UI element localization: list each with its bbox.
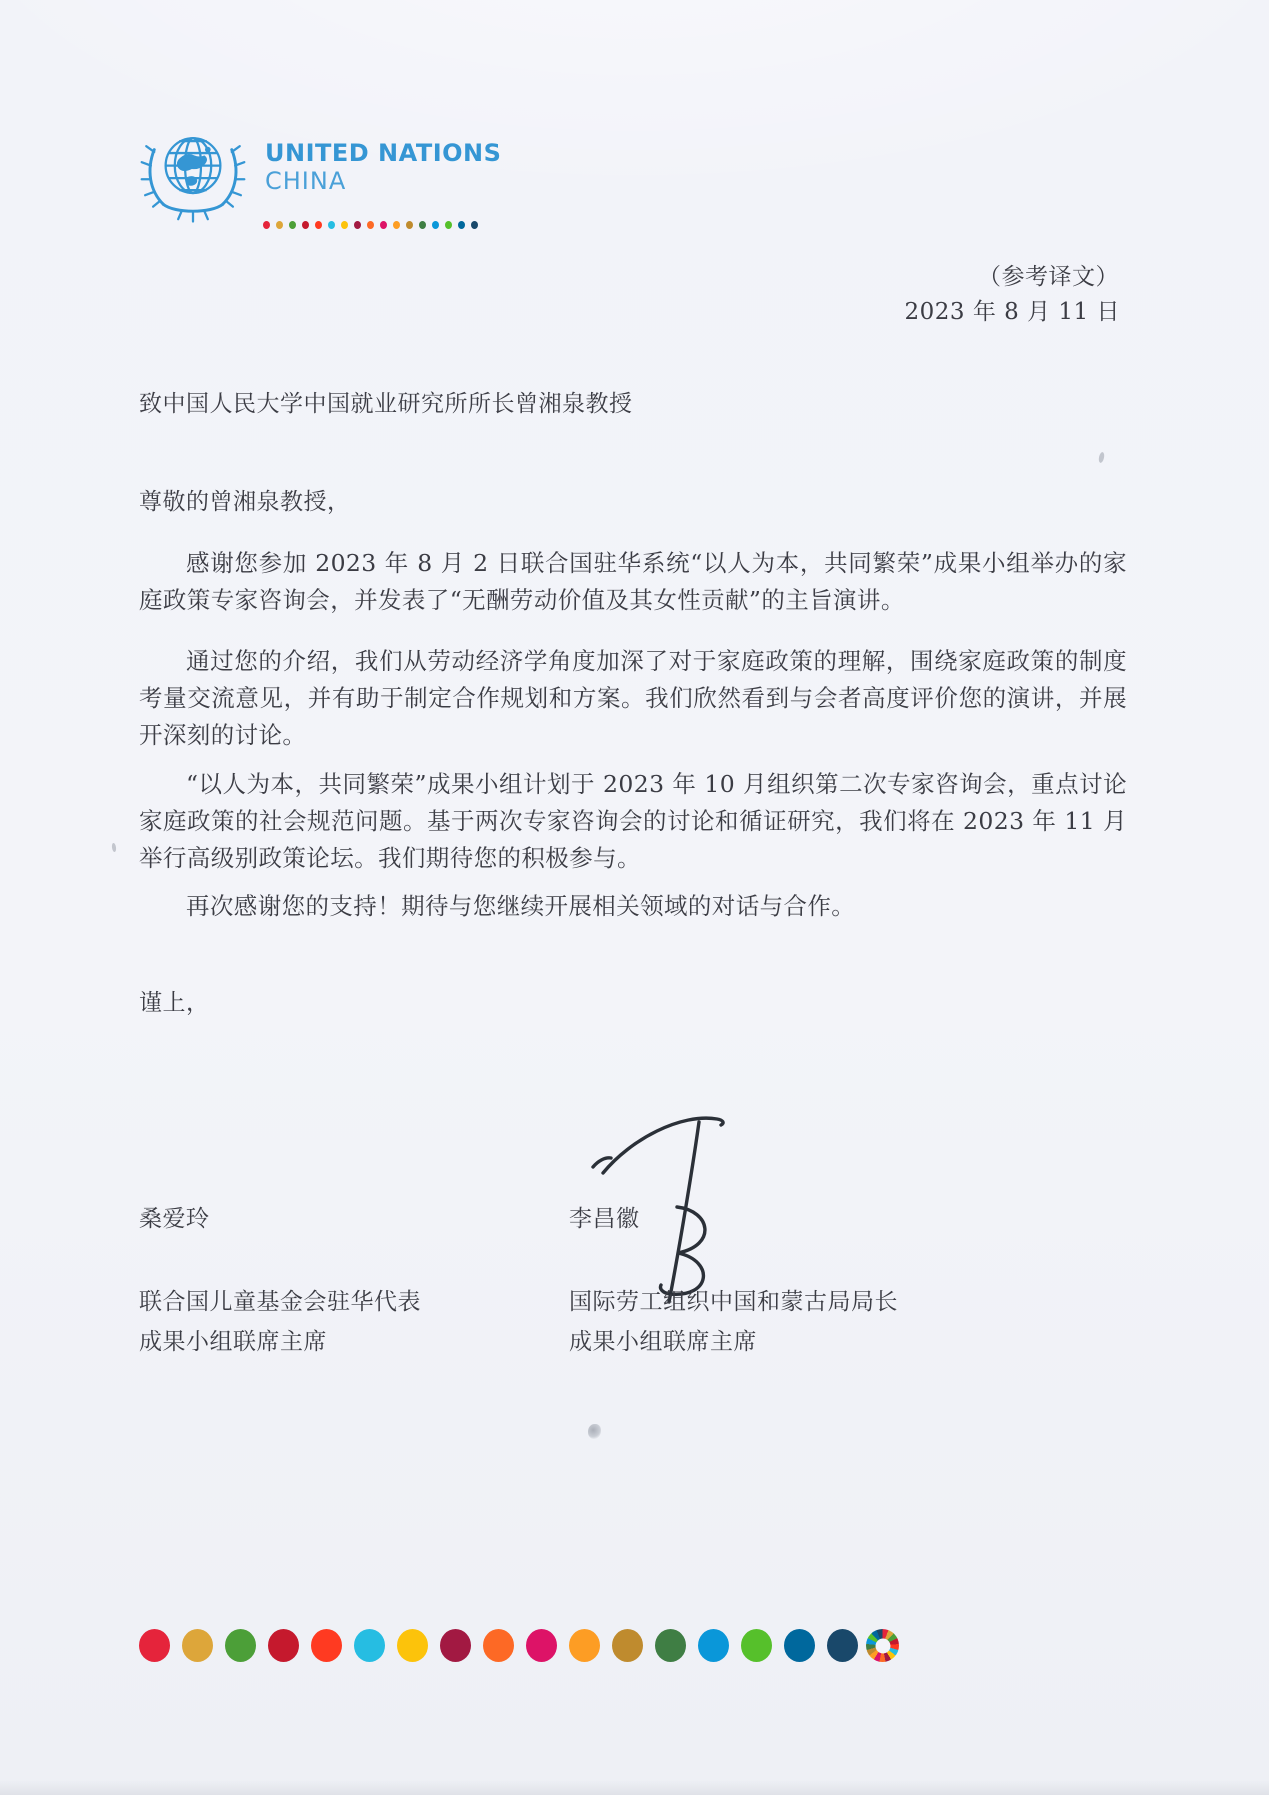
- sdg-dot: [276, 221, 283, 229]
- org-name: UNITED NATIONS: [265, 139, 502, 167]
- scan-speck: [111, 843, 116, 852]
- sdg-dot: [289, 221, 296, 229]
- sdg-dot: [380, 221, 387, 229]
- sdg-dot: [311, 1629, 342, 1662]
- un-emblem-logo: [136, 120, 250, 234]
- sdg-dot: [784, 1629, 815, 1662]
- sdg-dots-small-row: [263, 221, 478, 229]
- sdg-dots-large-row: [139, 1629, 858, 1662]
- sdg-dot: [741, 1629, 772, 1662]
- sdg-dot: [432, 221, 439, 229]
- sdg-dot: [445, 221, 452, 229]
- paragraph-2: 通过您的介绍，我们从劳动经济学角度加深了对于家庭政策的理解，围绕家庭政策的制度考量交流意见，并有助于制定合作规划和方案。我们欣然看到与会者高度评价您的演讲，并展开深刻的讨论。: [139, 647, 1127, 749]
- sdg-dot: [458, 221, 465, 229]
- sdg-dot: [569, 1629, 600, 1662]
- sdg-dot: [526, 1629, 557, 1662]
- sdg-dot: [263, 221, 270, 229]
- sdg-dot: [698, 1629, 729, 1662]
- sdg-dot: [419, 221, 426, 229]
- scan-smudge: [588, 1424, 601, 1439]
- sdg-dot: [440, 1629, 471, 1662]
- paragraph-4: 再次感谢您的支持！期待与您继续开展相关领域的对话与合作。: [186, 892, 856, 920]
- sdg-dot: [341, 221, 348, 229]
- sdg-dot: [406, 221, 413, 229]
- signer-right-name: 李昌徽: [569, 1206, 640, 1232]
- sdg-dot: [471, 221, 478, 229]
- recipient-line: 致中国人民大学中国就业研究所所长曾湘泉教授: [139, 391, 633, 417]
- paragraph-1: 感谢您参加 2023 年 8 月 2 日联合国驻华系统“以人为本，共同繁荣”成果小组举办的家庭政策专家咨询会，并发表了“无酬劳动价值及其女性贡献”的主旨演讲。: [139, 549, 1127, 614]
- paragraph-3: “以人为本，共同繁荣”成果小组计划于 2023 年 10 月组织第二次专家咨询会，重点讨论家庭政策的社会规范问题。基于两次专家咨询会的讨论和循证研究，我们将在 2023 年 11 月举行高级别政策论坛。我们期待您的积极参与。: [139, 770, 1127, 872]
- sdg-dot: [315, 221, 322, 229]
- sdg-dot: [182, 1629, 213, 1662]
- sdg-dot: [483, 1629, 514, 1662]
- signer-right-title: 国际劳工组织中国和蒙古局局长: [569, 1289, 898, 1315]
- sdg-dot: [225, 1629, 256, 1662]
- sdg-dot: [354, 1629, 385, 1662]
- letter-date: 2023 年 8 月 11 日: [904, 299, 1120, 325]
- signer-left-role: 成果小组联席主席: [139, 1329, 327, 1355]
- letterhead-wordmark: [265, 139, 501, 196]
- sdg-wheel-icon: [866, 1629, 899, 1662]
- sdg-dot: [397, 1629, 428, 1662]
- scan-speck: [1098, 452, 1105, 464]
- signer-right-role: 成果小组联席主席: [569, 1329, 757, 1355]
- sdg-dot: [139, 1629, 170, 1662]
- signer-left-name: 桑爱玲: [139, 1206, 210, 1232]
- reference-note: （参考译文）: [978, 264, 1119, 290]
- sdg-dot: [328, 221, 335, 229]
- sdg-dot: [268, 1629, 299, 1662]
- salutation: 尊敬的曾湘泉教授，: [139, 489, 351, 515]
- org-region: CHINA: [265, 167, 347, 196]
- sdg-wheel-center: [875, 1638, 890, 1653]
- sdg-dot: [302, 221, 309, 229]
- sdg-dot: [612, 1629, 643, 1662]
- sdg-dot: [354, 221, 361, 229]
- sdg-dot: [655, 1629, 686, 1662]
- sdg-dot: [827, 1629, 858, 1662]
- signer-left-title: 联合国儿童基金会驻华代表: [139, 1289, 421, 1315]
- scan-edge-shadow: [0, 1780, 1269, 1795]
- sdg-dot: [393, 221, 400, 229]
- sdg-dot: [367, 221, 374, 229]
- closing-phrase: 谨上，: [139, 990, 210, 1016]
